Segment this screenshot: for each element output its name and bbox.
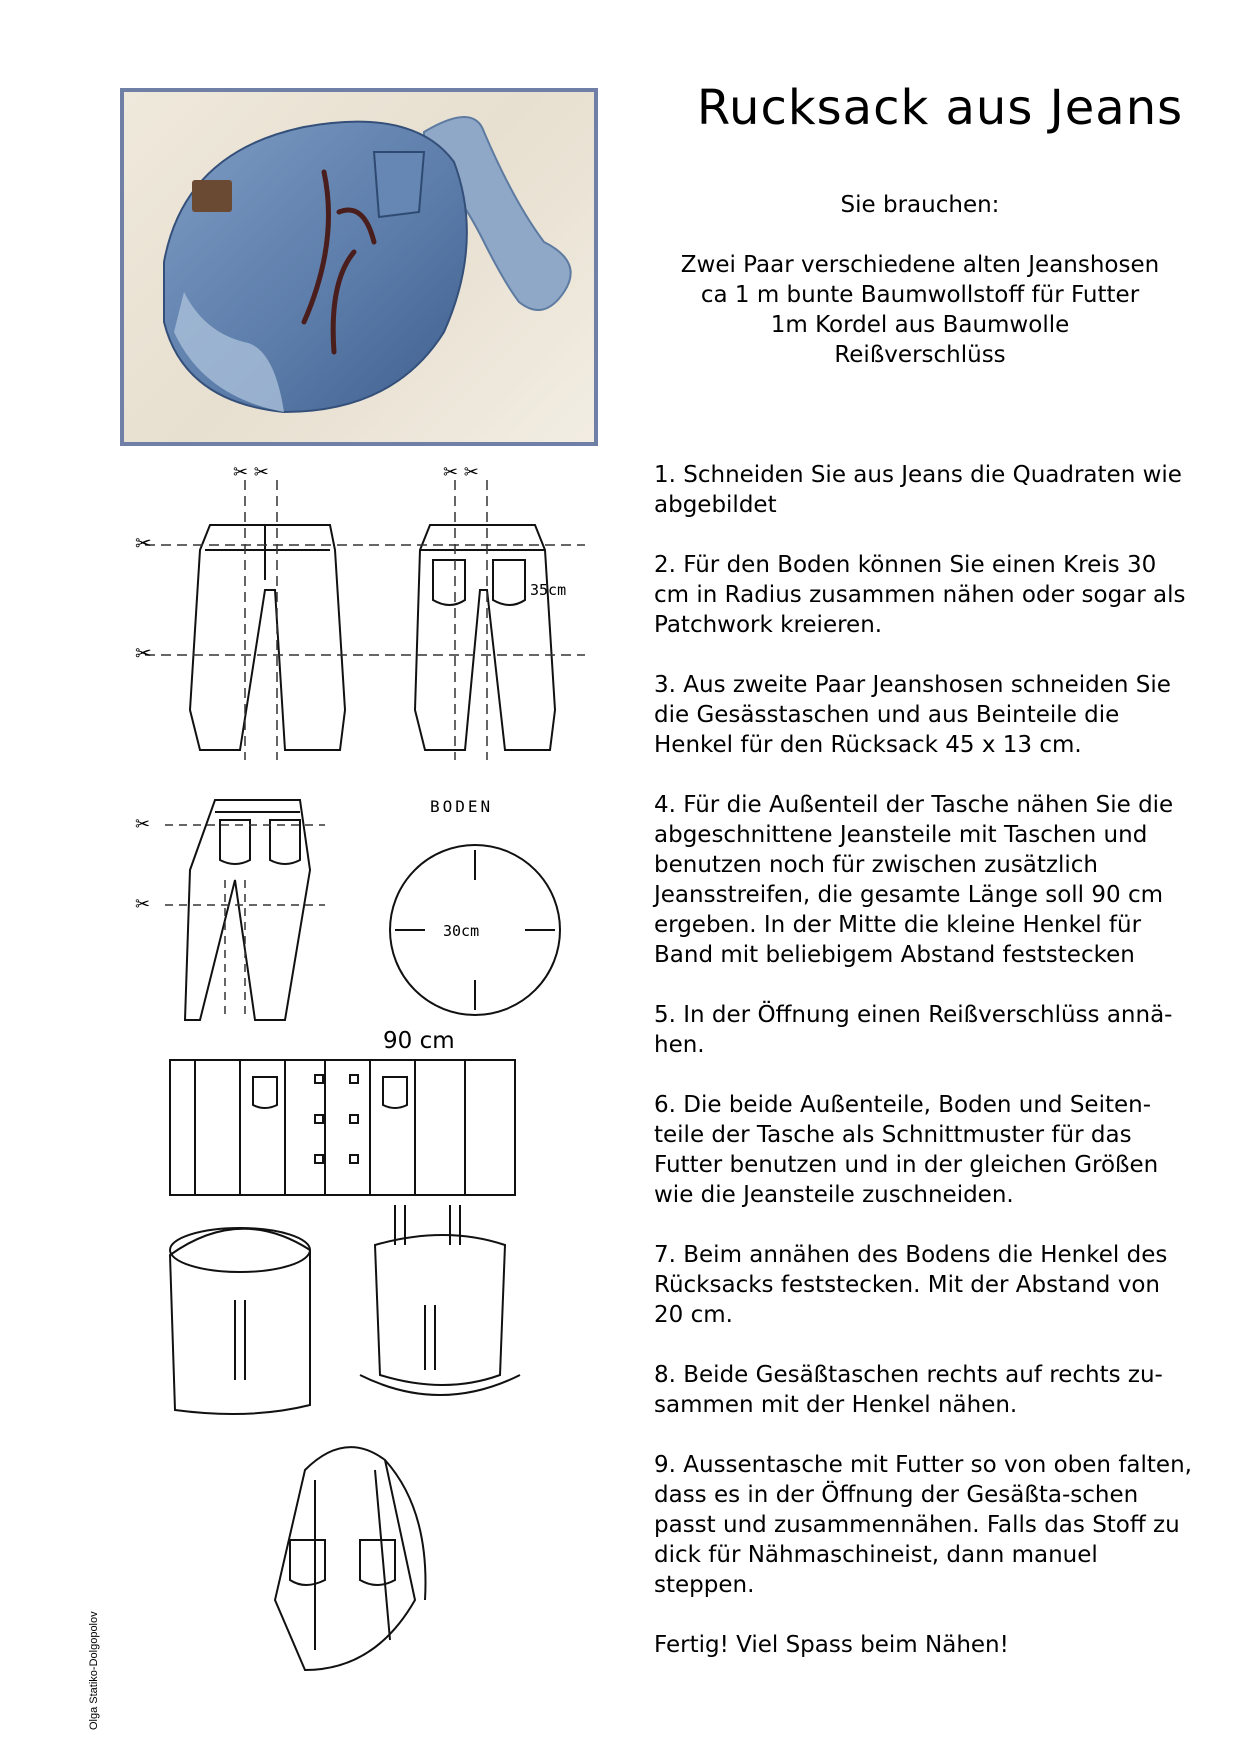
- scissors-icon: ✂: [135, 641, 152, 665]
- backpack-photo: [120, 88, 598, 446]
- step-6: 6. Die beide Außenteile, Boden und Seiten-teile der Tasche als Schnittmuster für das Futter benutzen und in der gleichen Größen wie die Jeansteile zuschneiden.: [654, 1092, 1159, 1208]
- backpack-illustration: [124, 92, 594, 442]
- closing-note: Fertig! Viel Spass beim Nähen!: [654, 1632, 1009, 1658]
- boden-sketch: [125, 790, 585, 1030]
- length-label-90: 90 cm: [383, 1028, 455, 1054]
- pocket: [374, 152, 424, 217]
- step-1: 1. Schneiden Sie aus Jeans die Quadraten wie abgebildet: [654, 462, 1182, 518]
- jeans-cut-sketch: [115, 460, 605, 790]
- instructions: [654, 460, 1194, 1690]
- jeans-front: [190, 525, 345, 750]
- jeans-back-piece: [185, 800, 310, 1020]
- step-9: 9. Aussentasche mit Futter so von oben falten, dass es in der Öffnung der Gesäßta-schen passt und zusammennähen. Falls das Stoff zu dick für Nähmaschineist, dann manuel steppen.: [654, 1452, 1192, 1598]
- step-4: 4. Für die Außenteil der Tasche nähen Sie die abgeschnittene Jeansteile mit Taschen und benutzen noch für zwischen zusätzlich Jeansstreifen, die gesamte Länge soll 90 cm ergeben. In der Mitte die kleine Henkel für Band mit beliebigem Abstand feststecken: [654, 792, 1174, 968]
- step-7: 7. Beim annähen des Bodens die Henkel des Rücksacks feststecken. Mit der Abstand von 20 cm.: [654, 1242, 1168, 1328]
- boden-label: BODEN: [430, 797, 494, 816]
- length-label-35: 35cm: [530, 581, 567, 599]
- step-8: 8. Beide Gesäßtaschen rechts auf rechts zu-sammen mit der Henkel nähen.: [654, 1362, 1163, 1418]
- materials-item: ca 1 m bunte Baumwollstoff für Futter: [700, 282, 1140, 308]
- materials-heading: Sie brauchen:: [840, 192, 1000, 218]
- scissors-icon: ✂ ✂: [233, 462, 269, 483]
- materials-item: 1m Kordel aus Baumwolle: [770, 312, 1070, 338]
- leather-label: [192, 180, 232, 212]
- author-credit: Olga Statiko-Dolgopolov: [88, 1611, 100, 1730]
- step-5: 5. In der Öffnung einen Reißverschlüss annä-hen.: [654, 1002, 1173, 1058]
- scissors-icon: ✂: [135, 531, 152, 555]
- jeans-back: [415, 525, 555, 750]
- step-2: 2. Für den Boden können Sie einen Kreis 30 cm in Radius zusammen nähen oder sogar als Patchwork kreieren.: [654, 552, 1186, 638]
- page-title: Rucksack aus Jeans: [696, 80, 1184, 136]
- scissors-icon: ✂ ✂: [443, 462, 479, 483]
- finished-backpack-sketch: [265, 1430, 445, 1680]
- bag-lining-drawing: [375, 1235, 505, 1385]
- scissors-icon: ✂: [135, 814, 151, 835]
- bag-body-drawing: [170, 1229, 310, 1414]
- materials-list: [640, 190, 1200, 370]
- assembled-bag-sketch: [160, 1205, 540, 1425]
- diameter-label-30: 30cm: [443, 922, 480, 940]
- step-3: 3. Aus zweite Paar Jeanshosen schneiden Sie die Gesässtaschen und aus Beinteile die Henkel für den Rücksack 45 x 13 cm.: [654, 672, 1171, 758]
- scissors-icon: ✂: [135, 894, 151, 915]
- outer-panel-sketch: [165, 1055, 525, 1200]
- materials-item: Reißverschlüss: [834, 342, 1006, 368]
- materials-item: Zwei Paar verschiedene alten Jeanshosen: [680, 252, 1160, 278]
- outer-panel: [170, 1060, 515, 1195]
